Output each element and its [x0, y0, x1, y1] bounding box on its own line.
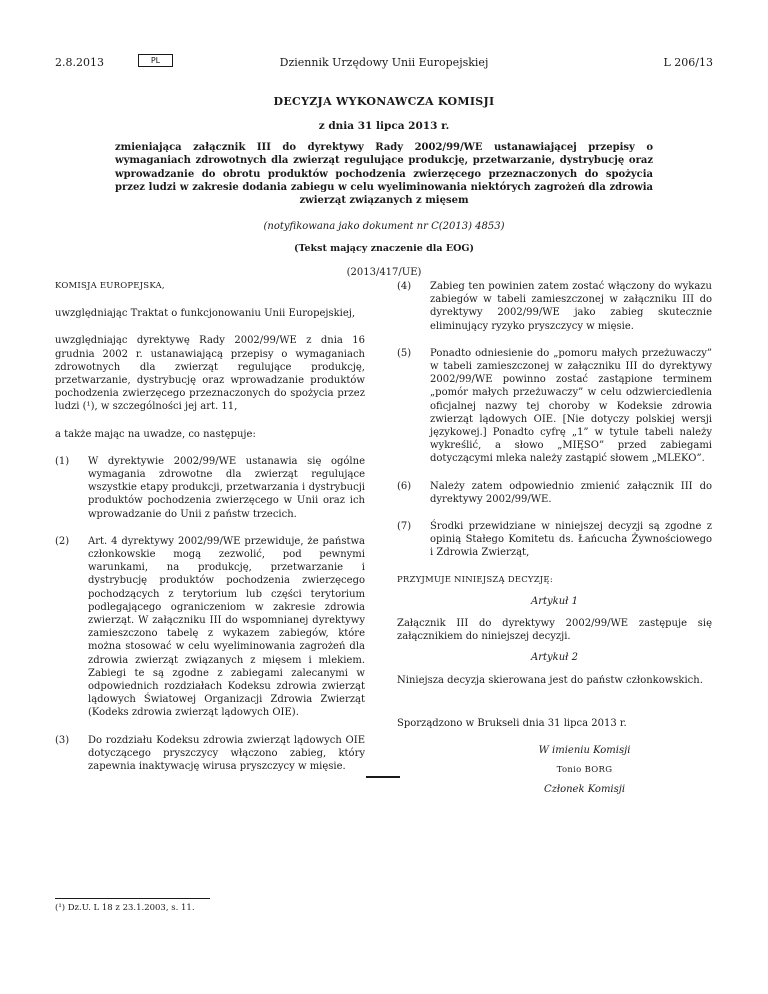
adopted-line: PRZYJMUJE NINIEJSZĄ DECYZJĘ: — [397, 574, 553, 585]
recital-number: (1) — [55, 455, 70, 467]
signature-on-behalf: W imieniu Komisji — [538, 745, 631, 757]
commission-line: KOMISJA EUROPEJSKA, — [55, 281, 165, 291]
recital-number: (3) — [55, 734, 70, 746]
recital — [55, 455, 365, 521]
footnote: (¹) Dz.U. L 18 z 23.1.2003, s. 11. — [55, 903, 195, 913]
recital — [397, 280, 712, 333]
article-1-heading: Artykuł 1 — [531, 595, 578, 607]
document-subject: zmieniająca załącznik III do dyrektywy Rady 2002/99/WE ustanawiającej przepisy o wymaganiach zdrowotnych dla zwierząt regulujące produkcję, przetwarzanie, dystrybucję oraz wprowadzanie do obrotu produktów pochodzenia zwierzęcego przeznaczonych do spożycia przez ludzi w zakresie dodania zabiegu w celu wyeliminowania niektórych zagrożeń dla zdrowia zwierząt związanych z mięsem — [115, 142, 653, 207]
recital — [397, 347, 712, 466]
publication-date: 2.8.2013 — [55, 56, 104, 69]
article-2-heading: Artykuł 2 — [531, 652, 578, 664]
notification-note: (notyfikowana jako dokument nr C(2013) 4853) — [263, 221, 505, 233]
document-reference: (2013/417/UE) — [346, 267, 422, 279]
language-badge: PL — [138, 54, 173, 67]
signatory-name: Tonio BORG — [556, 765, 613, 776]
recital-text: Ponadto odniesienie do „pomoru małych przeżuwaczy” w tabeli zamieszczonej w załączniku III do dyrektywy 2002/99/WE powinno zostać zastąpione terminem „pomór małych przeżuwaczy” w celu odzwierciedlenia oficjalnej nazwy tej choroby w Kodeksie zdrowia zwierząt lądowych OIE. [Nie dotyczy polskiej wersji językowej.] Ponadto cyfrę „1” w tytule tabeli należy wykreślić, a słowo „MIĘSO” przed zabiegami dotyczącymi mleka należy zastąpić słowem „MLEKO”. — [430, 347, 712, 465]
article-2-text: Niniejsza decyzja skierowana jest do państw członkowskich. — [397, 674, 703, 686]
recital-number: (7) — [397, 521, 412, 533]
signatory-position: Członek Komisji — [543, 784, 626, 796]
footnote-rule — [55, 898, 210, 899]
recital-text: W dyrektywie 2002/99/WE ustanawia się ogólne wymagania zdrowotne dla zwierząt regulujące wszystkie etapy produkcji, przetwarzania i dystrybucji produktów pochodzenia zwierzęcego w Unii oraz ich wprowadzanie do Unii z państw trzecich. — [88, 455, 365, 520]
recital — [397, 520, 712, 560]
done-at-line: Sporządzono w Brukseli dnia 31 lipca 2013 r. — [397, 717, 627, 729]
recital-text: Należy zatem odpowiednio zmienić załącznik III do dyrektywy 2002/99/WE. — [430, 480, 712, 505]
recital-number: (4) — [397, 281, 412, 292]
recital — [55, 535, 365, 720]
citation-treaty: uwzględniając Traktat o funkcjonowaniu Unii Europejskiej, — [55, 308, 356, 320]
recital — [397, 480, 712, 506]
recital-number: (6) — [397, 480, 412, 492]
title-block — [115, 95, 653, 279]
page-reference: L 206/13 — [663, 56, 713, 69]
page-header — [55, 56, 713, 72]
recital-text: Art. 4 dyrektywy 2002/99/WE przewiduje, że państwa członkowskie mogą zezwolić, pod pewnymi warunkami, na produkcję, przetwarzanie i dystrybucję produktów pochodzenia zwierzęcego pochodzących z terytorium lub części terytorium podlegającego ograniczeniom w zakresie zdrowia zwierząt. W załączniku III do wspomnianej dyrektywy zamieszczono tabelę z wykazem zabiegów, które można stosować w celu wyeliminowania zagrożeń dla zdrowia zwierząt związanych z mięsem i mlekiem. Zabiegi te są zgodne z zabiegami zalecanymi w odpowiednich rozdziałach Kodeksu zdrowia zwierząt lądowych Światowej Organizacji Zdrowia Zwierząt (Kodeks zdrowia zwierząt lądowych OIE). — [88, 535, 365, 719]
left-column — [55, 280, 365, 773]
signature-block — [457, 744, 712, 797]
recital-number: (5) — [397, 347, 412, 359]
document-date: z dnia 31 lipca 2013 r. — [318, 120, 450, 132]
recital-text: Środki przewidziane w niniejszej decyzji są zgodne z opinią Stałego Komitetu ds. Łańcucha Żywnościowego i Zdrowia Zwierząt, — [430, 521, 712, 559]
citation-directive: uwzględniając dyrektywę Rady 2002/99/WE z dnia 16 grudnia 2002 r. ustanawiającą przepisy o wymaganiach zdrowotnych dla zwierząt regulujące produkcję, przetwarzanie, dystrybucję oraz wprowadzanie produktów pochodzenia zwierzęcego przeznaczonych do spożycia przez ludzi (¹), w szczególności jej art. 11, — [55, 335, 365, 413]
journal-name: Dziennik Urzędowy Unii Europejskiej — [279, 56, 489, 69]
document-title: DECYZJA WYKONAWCZA KOMISJI — [273, 95, 495, 108]
recital-text: Zabieg ten powinien zatem zostać włączony do wykazu zabiegów w tabeli zamieszczonej w załączniku III do dyrektywy 2002/99/WE jako zabieg skutecznie eliminujący ryzyko pryszczycy w mięsie. — [430, 281, 712, 332]
recital-number: (2) — [55, 535, 70, 547]
article-1-text: Załącznik III do dyrektywy 2002/99/WE zastępuje się załącznikiem do niniejszej decyzji. — [397, 618, 712, 643]
whereas-line: a także mając na uwadze, co następuje: — [55, 428, 256, 440]
recital-text: Do rozdziału Kodeksu zdrowia zwierząt lądowych OIE dotyczącego pryszczycy włączono zabieg, który zapewnia inaktywację wirusa pryszczycy w mięsie. — [88, 734, 365, 773]
eea-relevance-note: (Tekst mający znaczenie dla EOG) — [294, 243, 474, 255]
end-rule — [366, 776, 400, 778]
right-column — [397, 280, 712, 797]
recital — [55, 734, 365, 774]
